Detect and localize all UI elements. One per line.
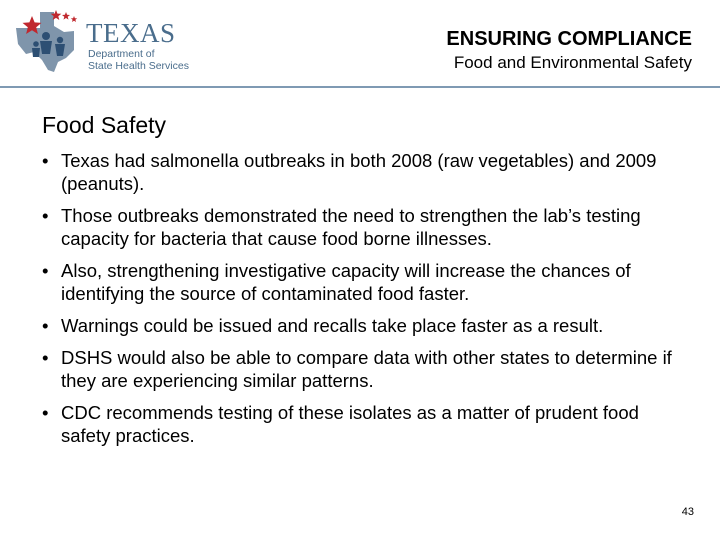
- bullet-item: [42, 401, 692, 447]
- header-divider: [0, 86, 720, 88]
- bullet-text: DSHS would also be able to compare data with other states to determine if they are experiencing similar patterns.: [61, 347, 672, 391]
- logo-department-line2: State Health Services: [88, 60, 189, 72]
- bullet-text: Those outbreaks demonstrated the need to strengthen the lab’s testing capacity for bacteria that cause food borne illnesses.: [61, 205, 641, 249]
- texas-star-people-icon: [10, 6, 86, 76]
- bullet-item: [42, 346, 692, 392]
- bullet-dot-icon: •: [42, 402, 49, 423]
- bullet-text: Also, strengthening investigative capacity will increase the chances of identifying the source of contaminated food faster.: [61, 260, 631, 304]
- bullet-dot-icon: •: [42, 150, 49, 171]
- bullet-dot-icon: •: [42, 315, 49, 336]
- bullet-text: Warnings could be issued and recalls take place faster as a result.: [61, 315, 604, 336]
- texas-dshs-logo: [10, 6, 200, 76]
- section-title: Food Safety: [42, 112, 167, 138]
- page-number: 43: [681, 506, 694, 518]
- bullet-dot-icon: •: [42, 260, 49, 281]
- logo-department-line1: Department of: [88, 48, 155, 60]
- bullet-text: Texas had salmonella outbreaks in both 2008 (raw vegetables) and 2009 (peanuts).: [61, 150, 657, 194]
- logo-department-name: [88, 48, 189, 72]
- bullet-dot-icon: •: [42, 205, 49, 226]
- bullet-text: CDC recommends testing of these isolates as a matter of prudent food safety practices.: [61, 402, 639, 446]
- bullet-list: [42, 149, 692, 456]
- logo-wordmark: TEXAS: [86, 18, 176, 48]
- bullet-dot-icon: •: [42, 347, 49, 368]
- bullet-item: [42, 149, 692, 195]
- bullet-item: [42, 204, 692, 250]
- header-title: ENSURING COMPLIANCE: [446, 28, 692, 50]
- header-subtitle: Food and Environmental Safety: [453, 53, 692, 72]
- bullet-item: [42, 259, 692, 305]
- bullet-item: [42, 314, 692, 337]
